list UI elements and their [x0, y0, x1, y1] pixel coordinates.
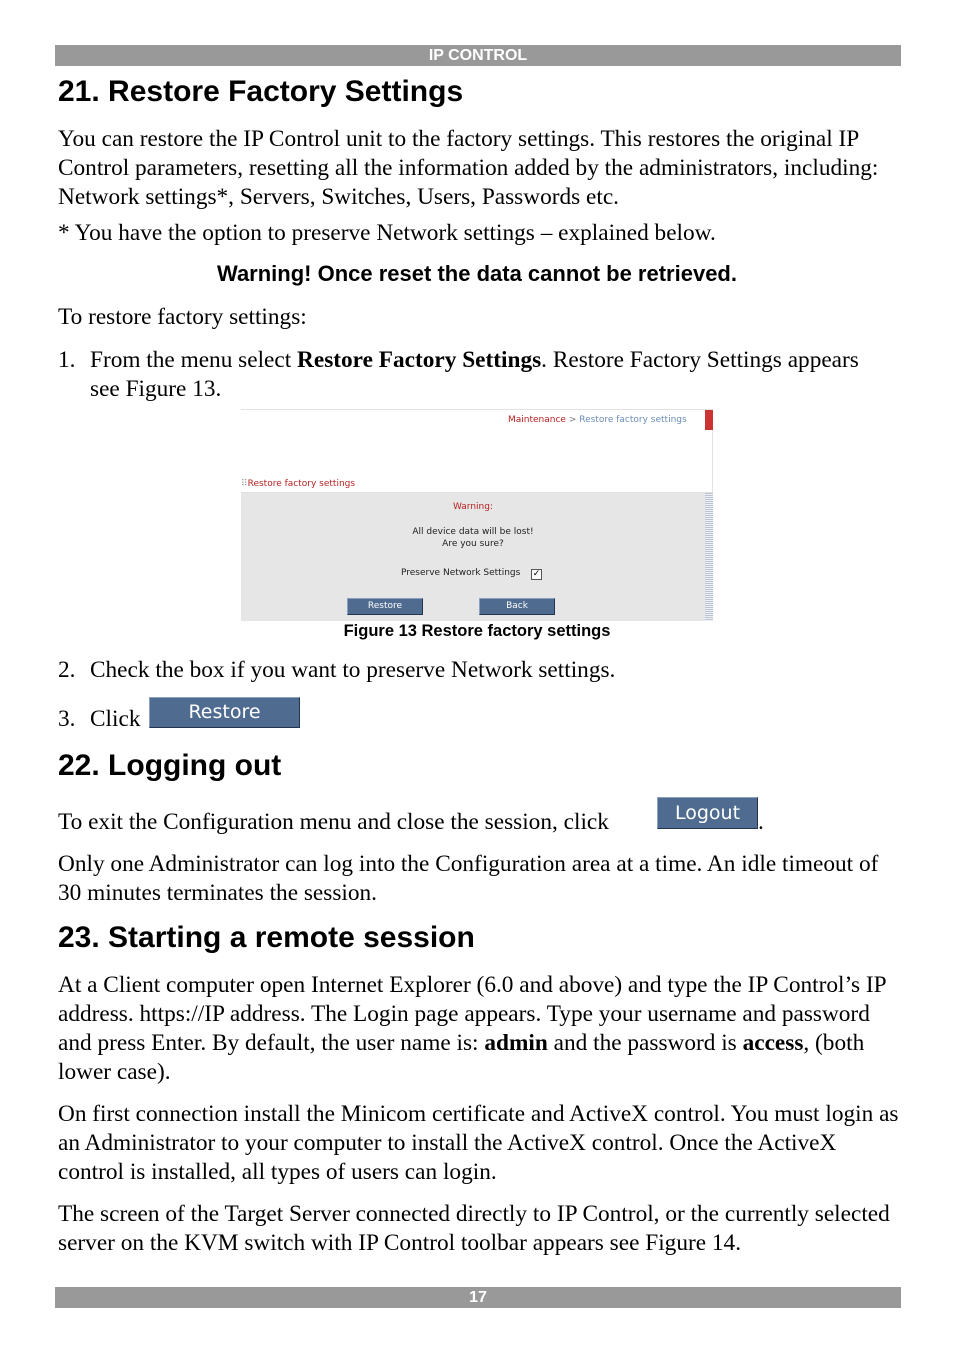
step-2-text: Check the box if you want to preserve Network settings. [90, 657, 616, 683]
preserve-network-checkbox[interactable]: ✓ [532, 569, 541, 579]
breadcrumb-current: Restore factory settings [579, 415, 687, 425]
grid-icon: ⠿ [241, 479, 248, 489]
step-3-text: Click [90, 706, 141, 732]
breadcrumb-parent: Maintenance [508, 415, 566, 425]
section-23-para-2: On first connection install the Minicom certificate and ActiveX control. You must login as an Administrator to your computer to install the ActiveX control. Once the ActiveX control is installed, all types of users can login. [58, 1101, 899, 1185]
step-2-number: 2. [58, 657, 76, 683]
figure-section-title: ⠿Restore factory settings [241, 479, 356, 489]
figure-data-lost-text: All device data will be lost! [412, 527, 534, 537]
step-1-number: 1. [58, 347, 76, 373]
section-21-lead: To restore factory settings: [58, 304, 307, 330]
preserve-network-label: Preserve Network Settings [401, 568, 521, 578]
section-23-heading: 23. Starting a remote session [58, 921, 475, 954]
default-username: admin [484, 1030, 548, 1056]
section-22-heading: 22. Logging out [58, 749, 282, 782]
section-21-note: * You have the option to preserve Network settings – explained below. [58, 220, 716, 246]
section-22-para: Only one Administrator can log into the Configuration area at a time. An idle timeout of 30 minutes terminates the session. [58, 851, 879, 906]
step-2 [58, 656, 903, 685]
warning-text: Warning! Once reset the data cannot be retrieved. [217, 261, 737, 286]
logout-instruction: To exit the Configuration menu and close the session, click [58, 809, 609, 835]
figure-top-border [241, 409, 713, 410]
figure-confirm-text: Are you sure? [442, 539, 504, 549]
figure-breadcrumb: Maintenance > Restore factory settings [508, 415, 687, 425]
step-3-number: 3. [58, 706, 76, 732]
restore-button[interactable]: Restore [149, 697, 300, 728]
logout-period: . [758, 809, 764, 835]
section-23-para-1: At a Client computer open Internet Explorer (6.0 and above) and type the IP Control’s IP address. https://IP address. The Login page appears. Type your username and password and press Enter. By default, the user name is: admin and the password is access, (both lower case). [58, 972, 886, 1085]
section-21-heading: 21. Restore Factory Settings [58, 75, 464, 108]
footer-bar [55, 1287, 901, 1308]
header-title: IP CONTROL [428, 47, 528, 64]
figure-restore-button[interactable]: Restore [347, 598, 423, 615]
figure-back-button[interactable]: Back [479, 598, 555, 615]
default-password: access [742, 1030, 804, 1056]
step-1-menu-name: Restore Factory Settings [297, 347, 542, 373]
header-bar [55, 45, 901, 66]
step-1 [58, 346, 903, 404]
section-23-para-3: The screen of the Target Server connected directly to IP Control, or the currently selected server on the KVM switch with IP Control toolbar appears see Figure 14. [58, 1201, 890, 1256]
figure-red-tab [705, 410, 713, 430]
page-number: 17 [469, 1289, 487, 1306]
figure-warning-label: Warning: [452, 502, 494, 512]
step-1-text: From the menu select Restore Factory Settings. Restore Factory Settings appears see Figure 13. [90, 347, 859, 402]
figure-caption: Figure 13 Restore factory settings [343, 622, 611, 640]
figure-restore-factory-settings [241, 409, 715, 621]
figure-panel [241, 493, 705, 621]
figure-scrollbar[interactable] [705, 493, 713, 621]
section-21-intro: You can restore the IP Control unit to the factory settings. This restores the original IP Control parameters, resetting all the information added by the administrators, including: Network settings*, Servers, Switches, Users, Passwords etc. [58, 126, 879, 210]
logout-button[interactable]: Logout [657, 797, 758, 829]
